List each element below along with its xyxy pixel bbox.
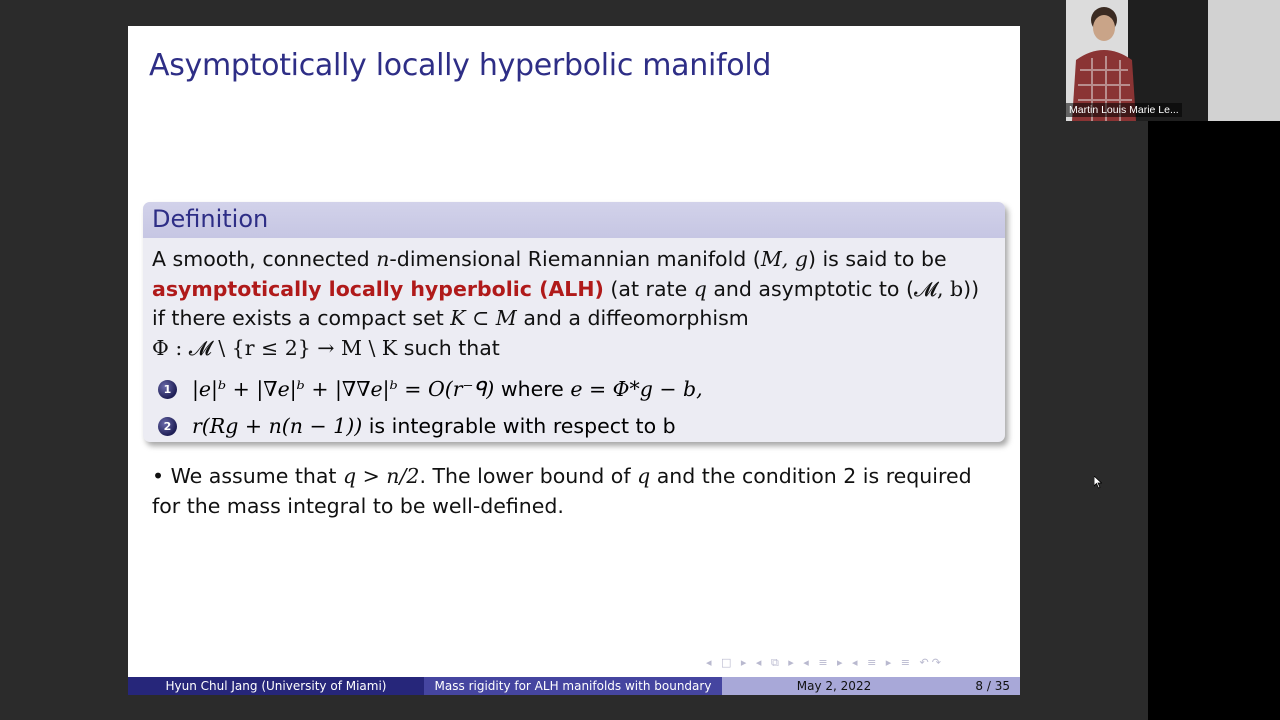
condition-list — [158, 371, 703, 445]
mouse-cursor-icon — [1094, 476, 1102, 489]
math-q: q — [693, 276, 707, 301]
slide-title: Asymptotically locally hyperbolic manifold — [149, 48, 772, 83]
math-compact-set: K ⊂ M — [450, 306, 517, 330]
math-diffeomorphism: Φ : 𝓜 \ {r ≤ 2} → M \ K — [152, 335, 398, 360]
math-n: n — [376, 247, 390, 271]
participant-name: Martin Louis Marie Le... — [1066, 103, 1182, 117]
definition-line-2 — [152, 275, 1002, 305]
math-q-bound: q > n/2 — [342, 464, 420, 488]
math-Mg: M, g — [760, 247, 808, 271]
text-span: (at rate — [603, 276, 694, 301]
paragraph-line-2: for the mass integral to be well-defined. — [152, 493, 564, 518]
text-span: • We assume that — [152, 464, 343, 488]
footer-page-number: 8 / 35 — [975, 679, 1010, 693]
footer-talk-title: Mass rigidity for ALH manifolds with boundary — [424, 677, 722, 695]
text-span: such that — [397, 335, 500, 360]
text-span: A smooth, connected — [152, 247, 377, 271]
paragraph-line-1 — [152, 462, 1002, 492]
condition-2-text: is integrable with respect to b — [362, 414, 676, 438]
assumption-paragraph — [152, 462, 1002, 521]
definition-header — [143, 202, 1005, 238]
presentation-slide — [128, 26, 1020, 695]
text-span: and asymptotic to ( — [706, 276, 914, 301]
math-q: q — [637, 464, 651, 488]
condition-1-math2: e = Φ*g − b, — [570, 377, 703, 401]
text-span: . The lower bound of — [419, 464, 638, 488]
slide-footer — [128, 677, 1020, 695]
beamer-navigation-symbols[interactable]: ◂ □ ▸ ◂ ⧉ ▸ ◂ ≡ ▸ ◂ ≡ ▸ ≡ ↶↷ — [706, 656, 944, 669]
condition-2-math: r(R𝑔 + n(n − 1)) — [192, 414, 363, 438]
text-span: and a diffeomorphism — [516, 306, 749, 330]
text-span: if there exists a compact set — [152, 306, 451, 330]
math-Mb: 𝓜, b — [913, 276, 964, 301]
definition-header-label: Definition — [152, 205, 269, 233]
text-span: -dimensional Riemannian manifold ( — [389, 247, 761, 271]
alh-term: asymptotically locally hyperbolic (ALH) — [152, 276, 604, 301]
black-side-panel — [1148, 121, 1280, 720]
participant-video-tile[interactable] — [1066, 0, 1280, 121]
definition-line-4 — [152, 334, 1002, 364]
definition-line-1 — [152, 245, 1002, 275]
text-span: ) is said to be — [807, 247, 947, 271]
condition-item-2 — [158, 408, 703, 445]
footer-date: May 2, 2022 — [796, 679, 872, 693]
footer-date-page — [722, 677, 1020, 695]
enumerate-ball-icon: 1 — [158, 380, 177, 399]
text-span: and the condition 2 is required — [650, 464, 972, 488]
definition-line-3 — [152, 304, 1002, 334]
enumerate-ball-icon: 2 — [158, 417, 177, 436]
footer-author: Hyun Chul Jang (University of Miami) — [128, 677, 424, 695]
condition-item-1 — [158, 371, 703, 408]
definition-block — [143, 202, 1005, 442]
definition-body — [152, 245, 1002, 363]
text-span: )) — [963, 276, 980, 301]
condition-1-text: where — [494, 377, 571, 401]
condition-1-math: |e|ᵇ + |∇e|ᵇ + |∇∇e|ᵇ = O(r⁻ᑫ) — [192, 377, 495, 401]
